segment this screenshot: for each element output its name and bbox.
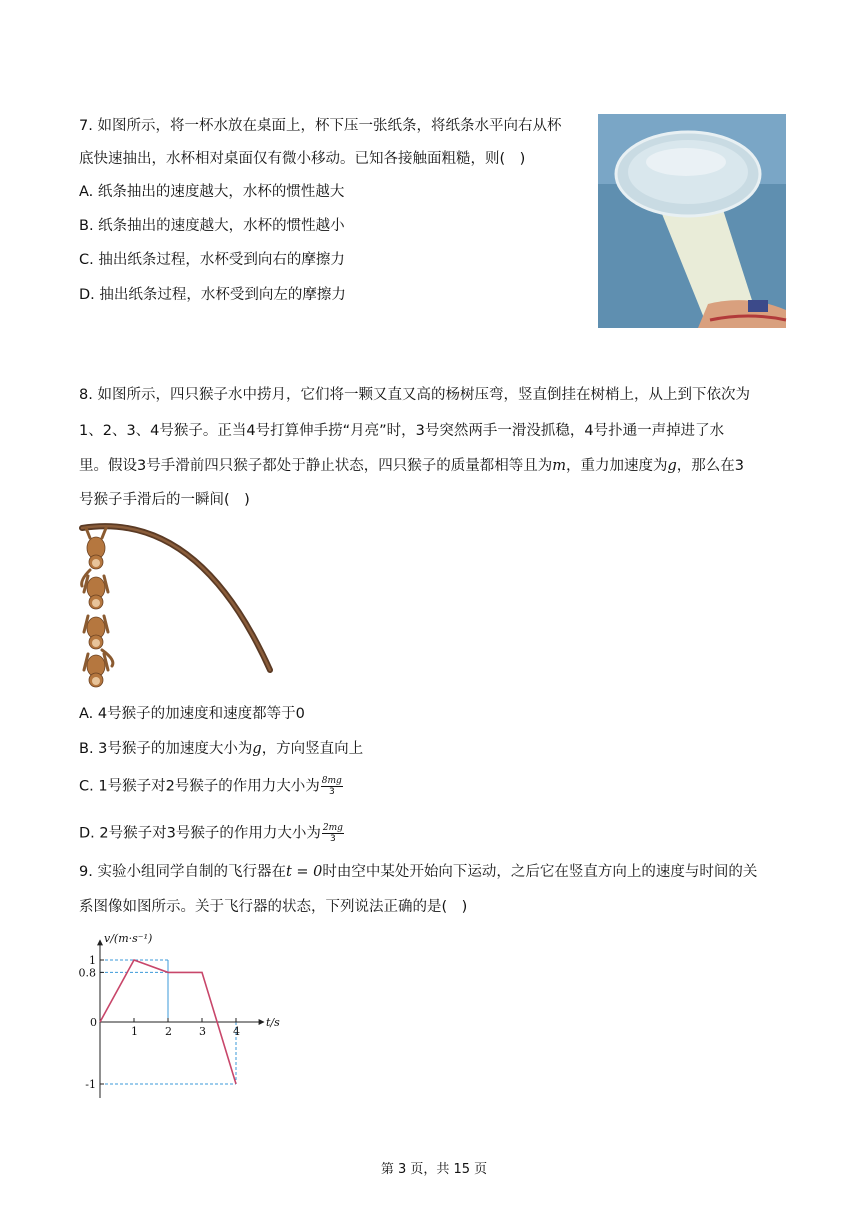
page-footer: 第 3 页，共 15 页 (380, 1162, 488, 1177)
x-tick-label: 0 (90, 1016, 97, 1029)
q8-option-b-text-2: ，方向竖直向上 (261, 741, 364, 757)
y-tick-label: 0.8 (78, 966, 96, 980)
velocity-time-svg (78, 926, 294, 1091)
fraction-2mg-over-3: $\frac{2mg}{3}$ (322, 823, 343, 844)
mass-symbol: m (552, 458, 566, 474)
q8-option-d-text: D. 2号猴子对3号猴子的作用力大小为 (79, 825, 321, 842)
q8-option-c[interactable] (79, 776, 343, 797)
q8-line-4: 号猴子手滑后的一瞬间( ) (79, 492, 250, 508)
q7-line-2: 底快速抽出，水杯相对桌面仅有微小移动。已知各接触面粗糙，则( ) (79, 151, 526, 167)
q8-line-3 (79, 456, 744, 476)
t-equals-zero: t = 0 (285, 864, 323, 880)
x-tick-label: 1 (131, 1025, 138, 1038)
q8-option-b-text: B. 3号猴子的加速度大小为 (79, 741, 253, 757)
q9-line-1 (79, 862, 757, 882)
q7-option-c[interactable]: C. 抽出纸条过程，水杯受到向右的摩擦力 (79, 252, 345, 268)
q9-line-1b: 时由空中某处开始向下运动，之后它在竖直方向上的速度与时间的关 (322, 864, 758, 880)
y-tick-label: -1 (85, 1078, 96, 1091)
q9-line-1a: 9. 实验小组同学自制的飞行器在 (79, 864, 286, 880)
fraction-8mg-over-3: $\frac{8mg}{3}$ (321, 776, 342, 797)
q7-option-a[interactable]: A. 纸条抽出的速度越大，水杯的惯性越大 (79, 184, 345, 200)
glass-on-paper-photo (598, 114, 786, 328)
q7-line-1: 7. 如图所示，将一杯水放在桌面上，杯下压一张纸条，将纸条水平向右从杯 (79, 118, 562, 134)
y-axis-label: v/(m·s⁻¹) (104, 932, 153, 945)
q8-line-1: 8. 如图所示，四只猴子水中捞月，它们将一颗又直又高的杨树压弯，竖直倒挂在树梢上，从上到下依次为 (79, 387, 750, 403)
x-tick-label: 2 (165, 1025, 172, 1038)
q7-option-b[interactable]: B. 纸条抽出的速度越大，水杯的惯性越小 (79, 218, 345, 234)
q8-option-a[interactable]: A. 4号猴子的加速度和速度都等于0 (79, 706, 305, 722)
q8-line-3a: 里。假设3号手滑前四只猴子都处于静止状态，四只猴子的质量都相等且为 (79, 458, 553, 474)
gravity-symbol: g (667, 458, 677, 474)
y-tick-label: 1 (89, 954, 96, 967)
velocity-time-graph (78, 926, 294, 1091)
q8-option-b[interactable] (79, 739, 363, 759)
q8-option-c-text: C. 1号猴子对2号猴子的作用力大小为 (79, 778, 320, 795)
monkeys-on-bent-tree-figure (78, 520, 278, 692)
q7-option-d[interactable]: D. 抽出纸条过程，水杯受到向左的摩擦力 (79, 287, 346, 303)
gravity-symbol: g (252, 741, 262, 757)
x-tick-label: 3 (199, 1025, 206, 1038)
x-tick-label: 4 (233, 1025, 240, 1038)
q8-line-3b: ，重力加速度为 (565, 458, 668, 474)
q8-line-3c: ，那么在3 (676, 458, 745, 474)
x-axis-label: t/s (266, 1016, 280, 1029)
q8-option-d[interactable] (79, 823, 344, 844)
q9-line-2: 系图像如图所示。关于飞行器的状态，下列说法正确的是( ) (79, 899, 468, 915)
q8-line-2: 1、2、3、4号猴子。正当4号打算伸手捞“月亮”时，3号突然两手一滑没抓稳，4号扑通一声掉进了水 (79, 423, 725, 439)
